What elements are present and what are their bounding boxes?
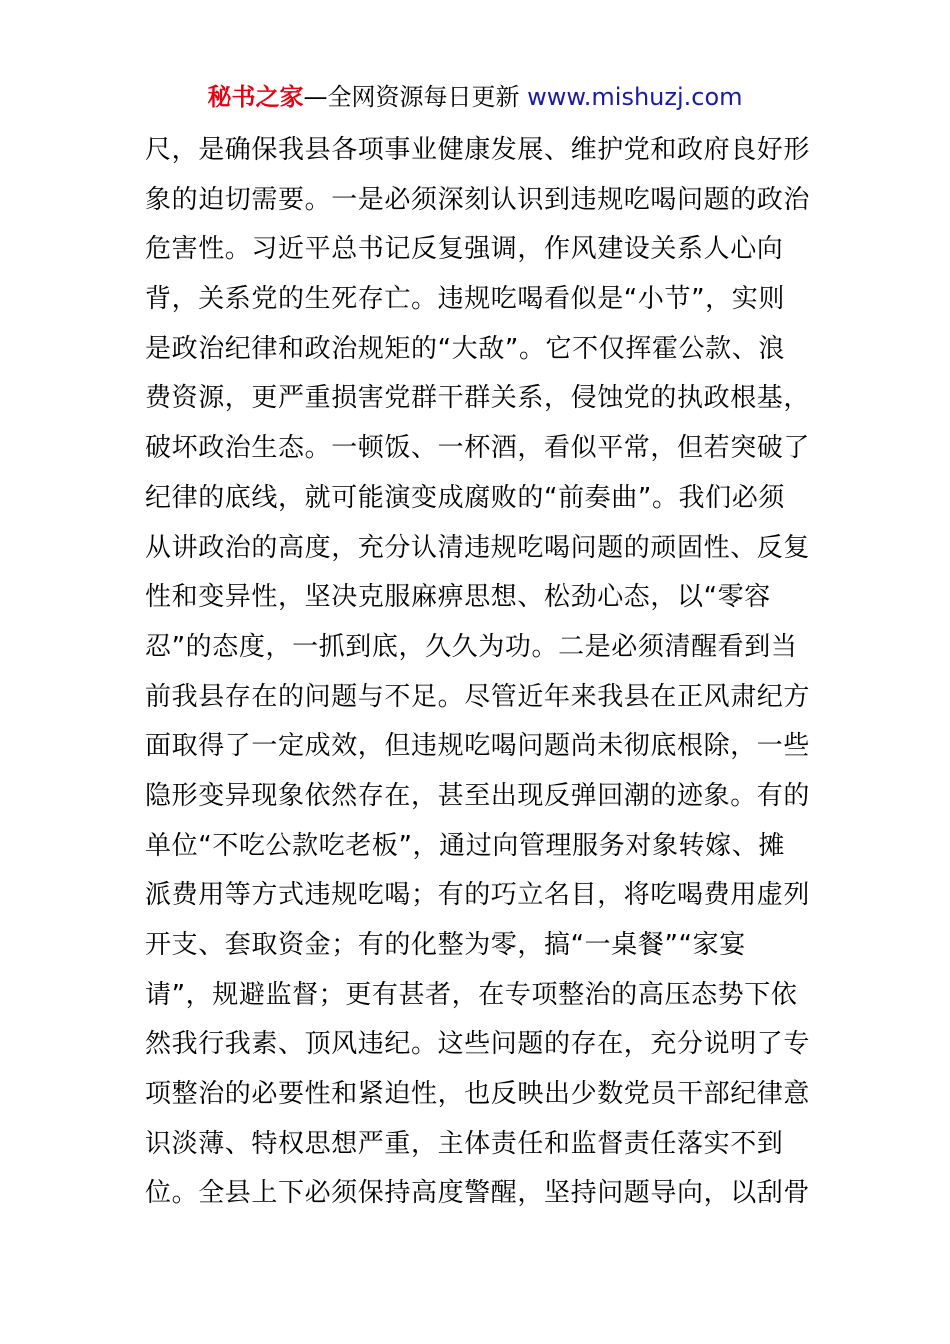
text-line: 危害性。习近平总书记反复强调，作风建设关系人心向 [145,234,784,265]
text-line: 从讲政治的高度，充分认清违规吃喝问题的顽固性、反复 [145,532,811,563]
text-line: 识淡薄、特权思想严重，主体责任和监督责任落实不到 [145,1128,784,1159]
text-line: 开支、套取资金；有的化整为零，搞“一桌餐”“家宴 [145,930,746,960]
text-line: 前我县存在的问题与不足。尽管近年来我县在正风肃纪方 [145,681,811,712]
text-line: 是政治纪律和政治规矩的“大敌”。它不仅挥霍公款、浪 [145,333,785,364]
site-tagline: —全网资源每日更新 [303,83,520,111]
text-line: 尺，是确保我县各项事业健康发展、维护党和政府良好形 [145,135,811,165]
text-line: 位。全县上下必须保持高度警醒，坚持问题导向，以刮骨 [145,1178,811,1209]
text-line: 然我行我素、顶风违纪。这些问题的存在，充分说明了专 [145,1029,811,1060]
site-url-link[interactable]: www.mishuzj.com [527,83,743,111]
text-line: 单位“不吃公款吃老板”，通过向管理服务对象转嫁、摊 [145,830,785,861]
site-header [0,82,950,112]
text-line: 性和变异性，坚决克服麻痹思想、松劲心态，以“零容 [145,582,771,613]
text-line: 项整治的必要性和紧迫性，也反映出少数党员干部纪律意 [145,1079,811,1110]
text-line: 纪律的底线，就可能演变成腐败的“前奏曲”。我们必须 [145,482,785,513]
text-line: 面取得了一定成效，但违规吃喝问题尚未彻底根除，一些 [145,731,811,762]
text-line: 忍”的态度，一抓到底，久久为功。二是必须清醒看到当 [145,631,798,662]
site-brand: 秘书之家 [207,83,304,111]
text-line: 请”，规避监督；更有甚者，在专项整治的高压态势下依 [145,979,798,1010]
text-line: 派费用等方式违规吃喝；有的巧立名目，将吃喝费用虚列 [145,880,811,911]
text-line: 破坏政治生态。一顿饭、一杯酒，看似平常，但若突破了 [145,433,811,464]
text-line: 象的迫切需要。一是必须深刻认识到违规吃喝问题的政治 [145,184,811,215]
document-body [145,126,815,1219]
text-line: 费资源，更严重损害党群干群关系，侵蚀党的执政根基， [145,383,811,414]
text-line: 背，关系党的生死存亡。违规吃喝看似是“小节”，实则 [145,284,785,315]
text-line: 隐形变异现象依然存在，甚至出现反弹回潮的迹象。有的 [145,780,811,811]
